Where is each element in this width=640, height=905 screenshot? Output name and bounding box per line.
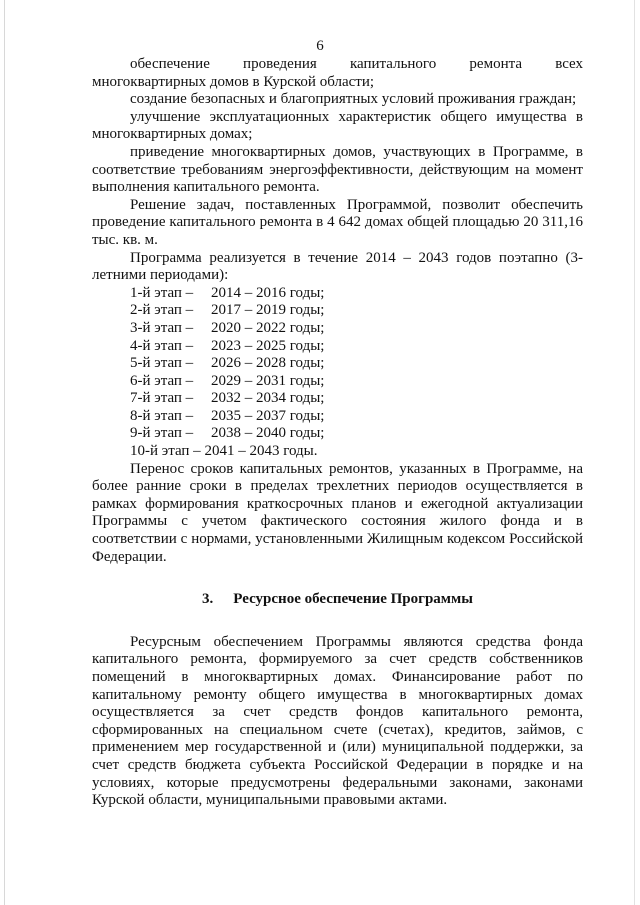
- section-number: 3.: [202, 591, 214, 608]
- stage-item: [130, 443, 583, 461]
- stage-name: 9-й этап –: [130, 425, 194, 442]
- resources-paragraph: Ресурсным обеспечением Программы являются средства фонда капитального ремонта, формируемого за счет средств собственников помещений в многоквартирных домах. Финансирование работ по капитальному ремонту общего имущества в многоквартирных домах осуществляется за счет средств фондов капитального ремонта, сформированных на специальном счете (счетах), кредитов, займов, с применением мер государственной и (или) муниципальной поддержки, за счет средств бюджета субъекта Российской Федерации в порядке и на условиях, которые предусмотрены федеральными законами, законами Курской области, муниципальными правовыми актами.: [92, 633, 583, 809]
- scan-edge-right: [634, 0, 635, 905]
- stage-name: 10-й этап –: [130, 443, 201, 460]
- section-heading: [92, 591, 583, 609]
- stage-period: 2029 – 2031 годы;: [211, 372, 325, 389]
- stage-name: 5-й этап –: [130, 355, 194, 372]
- document-body: [92, 56, 583, 810]
- stage-item: [130, 320, 583, 338]
- stage-item: [130, 425, 583, 443]
- stage-item: [130, 285, 583, 303]
- stage-name: 6-й этап –: [130, 372, 194, 389]
- goal-paragraph-2: создание безопасных и благоприятных условий проживания граждан;: [130, 91, 577, 108]
- stage-item: [130, 355, 583, 373]
- scan-edge-left: [4, 0, 5, 905]
- stage-period: 2026 – 2028 годы;: [211, 355, 325, 372]
- stage-period: 2023 – 2025 годы;: [211, 337, 325, 354]
- stage-name: 1-й этап –: [130, 284, 194, 301]
- stage-name: 4-й этап –: [130, 337, 194, 354]
- stage-period: 2017 – 2019 годы;: [211, 302, 325, 319]
- stage-list: [92, 285, 583, 461]
- goal-paragraph-1: обеспечение проведения капитального ремонта всех многоквартирных домов в Курской области;: [92, 56, 583, 90]
- stage-period: 2041 – 2043 годы.: [204, 443, 318, 460]
- stage-item: [130, 390, 583, 408]
- stage-period: 2014 – 2016 годы;: [211, 284, 325, 301]
- goal-paragraph-4: приведение многоквартирных домов, участвующих в Программе, в соответствие требованиям энергоэффективности, действующим на момент выполнения капитального ремонта.: [92, 143, 583, 196]
- stage-item: [130, 338, 583, 356]
- stage-name: 2-й этап –: [130, 302, 194, 319]
- stage-period: 2032 – 2034 годы;: [211, 390, 325, 407]
- page-number: 6: [316, 38, 324, 54]
- goal-paragraph-3: улучшение эксплуатационных характеристик общего имущества в многоквартирных домах;: [92, 108, 583, 143]
- transfer-paragraph: Перенос сроков капитальных ремонтов, указанных в Программе, на более ранние сроки в пределах трехлетних периодов осуществляется в рамках формирования краткосрочных планов и ежегодной актуализации Программы с учетом фактического состояния жилого фонда и в соответствии с нормами, установленными Жилищным кодексом Российской Федерации.: [92, 460, 583, 565]
- stage-period: 2035 – 2037 годы;: [211, 407, 325, 424]
- stage-item: [130, 373, 583, 391]
- tasks-result-paragraph: Решение задач, поставленных Программой, позволит обеспечить проведение капитального ремонта в 4 642 домах общей площадью 20 311,16 тыс. кв. м.: [92, 196, 583, 248]
- stage-period: 2038 – 2040 годы;: [211, 425, 325, 442]
- stage-item: [130, 302, 583, 320]
- stage-name: 7-й этап –: [130, 390, 194, 407]
- stage-item: [130, 408, 583, 426]
- program-period-paragraph: Программа реализуется в течение 2014 – 2043 годов поэтапно (3-летними периодами):: [92, 249, 583, 284]
- stage-period: 2020 – 2022 годы;: [211, 319, 325, 336]
- stage-name: 3-й этап –: [130, 319, 194, 336]
- section-title: Ресурсное обеспечение Программы: [233, 591, 473, 608]
- stage-name: 8-й этап –: [130, 407, 194, 424]
